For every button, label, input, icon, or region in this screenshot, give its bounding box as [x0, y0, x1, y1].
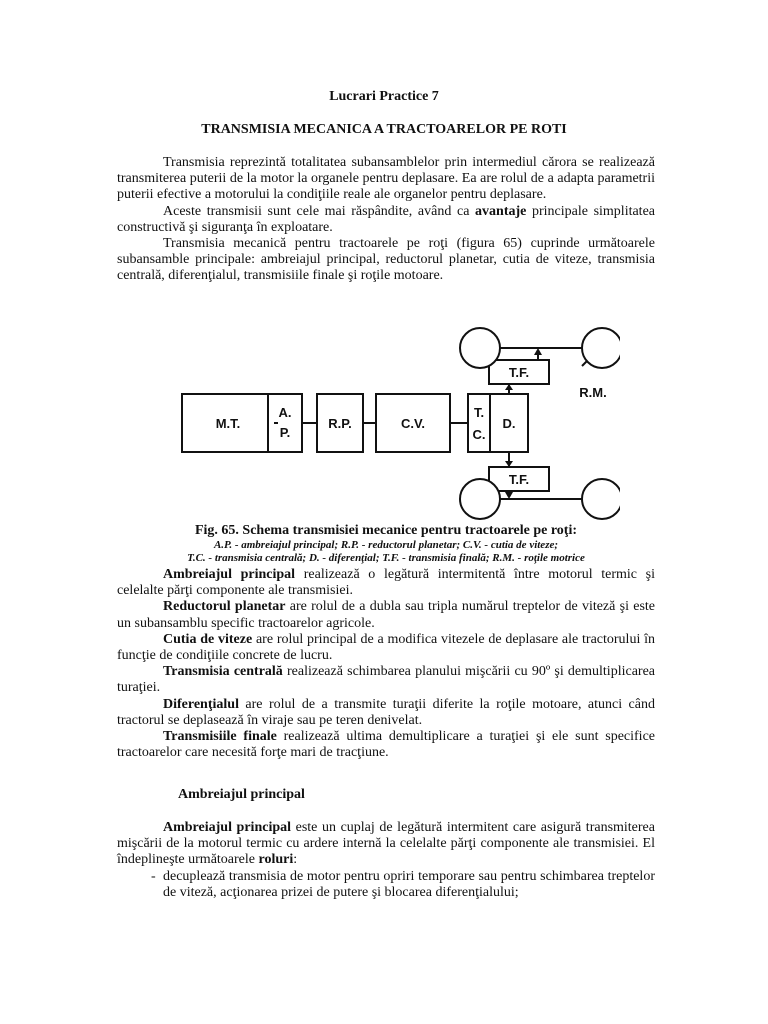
- section-heading: Ambreiajul principal: [178, 787, 305, 802]
- intro-paragraph-3: Transmisia mecanică pentru tractoarele pe roţi (figura 65) cuprinde următoarele subansamble principale: ambreiajul principal, reductorul planetar, cutia de viteze, transmisia centrală, diferenţialul, transmisiile finale şi roţile motoare.: [117, 236, 655, 284]
- caption-legend-2: T.C. - transmisia centrală; D. - diferenţial; T.F. - transmisia finală; R.M. - roţile motrice: [187, 552, 585, 564]
- list-dash: -: [151, 868, 156, 884]
- wheel-top-left: [460, 328, 500, 368]
- label-tc-1: T.: [473, 405, 485, 420]
- label-tf-top: T.F.: [508, 365, 530, 380]
- label-rp: R.P.: [328, 416, 352, 431]
- section-term: Ambreiajul principal: [163, 820, 292, 835]
- document-subtitle: TRANSMISIA MECANICA A TRACTOARELOR PE ROTI: [201, 122, 567, 137]
- label-cv: C.V.: [400, 416, 426, 431]
- arrow-top-icon: [534, 348, 542, 355]
- component-desc: realizează o legătură intermitentă între motorul termic şi celelalte părţi componente ale transmisiei.: [117, 567, 656, 599]
- arrow-bottom-icon: [505, 492, 513, 499]
- label-mt: M.T.: [215, 416, 241, 431]
- component-desc: are rolul de a dubla sau tripla numărul treptelor de viteză şi este un subansamblu specific tractoarelor agricole.: [117, 599, 655, 631]
- component-desc: realizează ultima demultiplicare a turaţiei şi ele sunt specifice tractoarelor care necesită forţe mari de tracţiune.: [117, 729, 656, 761]
- section-text: [117, 820, 655, 901]
- wheel-bottom-right: [582, 479, 620, 519]
- intro-p2-end: principale simplitatea constructivă şi siguranţa în exploatare.: [117, 203, 656, 235]
- component-reductor: [117, 599, 655, 631]
- label-ap-1: A.: [278, 405, 292, 420]
- component-ambreiaj: [117, 567, 655, 599]
- figure-caption: [117, 523, 655, 565]
- components-list: [117, 567, 655, 761]
- intro-p2-start: Aceste transmisii sunt cele mai răspândite, având ca: [163, 203, 476, 219]
- roles-list: [117, 869, 655, 901]
- component-term: Ambreiajul principal: [163, 567, 296, 582]
- section-desc: este un cuplaj de legătură intermitent care asigură transmiterea mişcării de la motorul termic cu ardere internă la celelalte părţi componente ale transmisiei. El îndeplineşte următoarele: [117, 820, 655, 868]
- component-desc: are rolul de a transmite turaţii diferite la roţile motoare, atunci când tractorul se deplasează în viraje sau pe teren denivelat.: [117, 696, 655, 728]
- component-diferential: [117, 697, 655, 729]
- component-transmisie-centrala: [117, 664, 655, 696]
- section-colon: :: [293, 852, 298, 868]
- section-paragraph: [117, 820, 655, 869]
- transmission-diagram: [150, 322, 620, 522]
- section-bold-end: roluri: [258, 852, 294, 868]
- component-term: Transmisiile finale: [163, 729, 277, 745]
- intro-p2-bold: avantaje: [475, 203, 527, 219]
- label-ap-2: P.: [279, 425, 291, 440]
- component-cutie: [117, 632, 655, 664]
- label-tf-bottom: T.F.: [508, 472, 530, 487]
- label-rm: R.M.: [579, 385, 607, 400]
- component-term: Cutia de viteze: [163, 631, 253, 647]
- caption-title: Fig. 65. Schema transmisiei mecanice pentru tractoarele pe roţi:: [194, 523, 578, 538]
- wheel-bottom-left: [460, 479, 500, 519]
- component-term: Transmisia centrală: [163, 664, 283, 680]
- box-ap: [268, 394, 302, 452]
- wheel-top-right: [582, 328, 620, 368]
- list-item: [117, 869, 655, 901]
- label-d: D.: [502, 416, 516, 431]
- component-desc: realizează schimbarea planului mişcării cu 90º şi demultiplicarea turaţiei.: [117, 664, 655, 696]
- page-title: Lucrari Practice 7: [329, 89, 439, 104]
- component-transmisii-finale: [117, 729, 655, 761]
- component-term: Diferenţialul: [163, 696, 239, 712]
- component-term: Reductorul planetar: [163, 599, 286, 615]
- box-tc: [468, 394, 490, 452]
- intro-paragraph-1: Transmisia reprezintă totalitatea subansamblelor prin intermediul cărora se realizează transmiterea puterii de la motor la organele pentru deplasare. Ea are rolul de a adapta parametrii puterii efective a motorului la condiţiile reale ale organelor pentru deplasare.: [117, 155, 655, 203]
- component-desc: are rolul principal de a modifica vitezele de deplasare ale tractorului în funcţie de condiţiile concrete de lucru.: [117, 631, 655, 664]
- intro-text: [117, 155, 655, 285]
- list-item-text: decuplează transmisia de motor pentru opriri temporare sau pentru schimbarea treptelor de viteză, acţionarea prizei de putere şi blocarea diferenţialului;: [163, 868, 655, 900]
- intro-paragraph-2: [117, 204, 655, 236]
- label-tc-2: C.: [472, 427, 486, 442]
- caption-legend-1: A.P. - ambreiajul principal; R.P. - reductorul planetar; C.V. - cutia de viteze;: [213, 539, 559, 551]
